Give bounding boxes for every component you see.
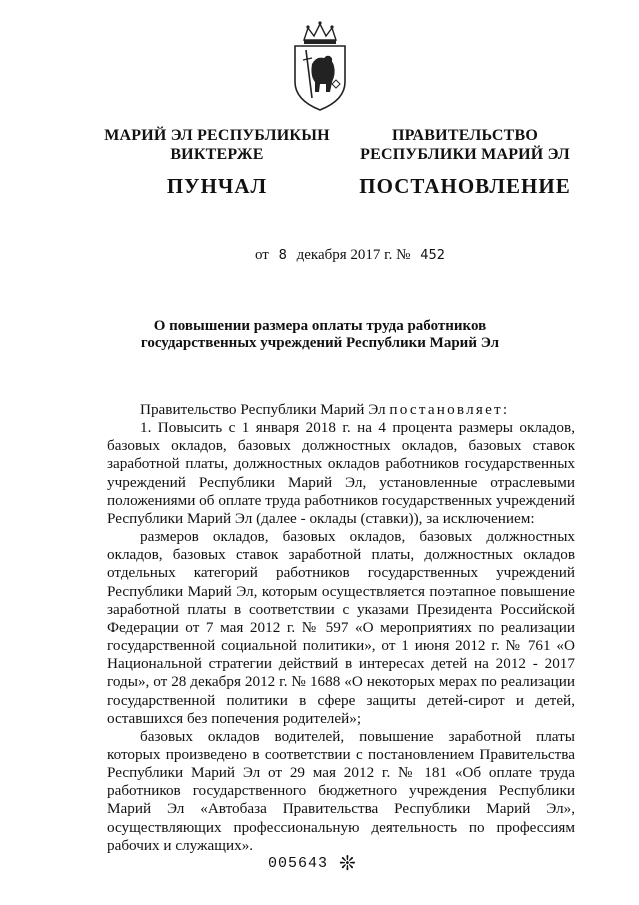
paragraph-1: 1. Повысить с 1 января 2018 г. на 4 процента размеры окладов, базовых окладов, базовых должностных окладов, базовых ставок заработной платы, должностных окладов работников государственных учреждений Республики Марий Эл, установленные отраслевыми положениями об оплате труда работников государственных учреждений Республики Марий Эл (далее - оклады (ставки)), за исключением: — [107, 419, 575, 527]
date-line — [255, 247, 451, 264]
header-right-line2: РЕСПУБЛИКИ МАРИЙ ЭЛ — [360, 146, 570, 163]
coat-of-arms-icon — [292, 20, 348, 112]
header-right — [355, 126, 575, 164]
intro-paragraph — [107, 401, 575, 419]
header-left-line2: ВИКТЕРЖЕ — [170, 146, 264, 163]
date-month-year: декабря 2017 г. № — [296, 247, 411, 263]
paragraph-3: базовых окладов водителей, повышение заработной платы которых произведено в соответствии с постановлением Правительства Республики Марий Эл от 29 мая 2012 г. № 181 «Об оплате труда работников государственного бюджетного учреждения Республики Марий Эл «Автобаза Правительства Республики Марий Эл», осуществляющих профессиональную деятельность по профессиям рабочих и служащих». — [107, 727, 575, 854]
header-left-line1: МАРИЙ ЭЛ РЕСПУБЛИКЫН — [104, 127, 330, 144]
intro-decree: постановляет: — [389, 401, 510, 418]
title-line1: О повышении размера оплаты труда работников — [153, 318, 487, 334]
doc-type-mari: ПУНЧАЛ — [166, 174, 268, 198]
date-day: 8 — [278, 248, 287, 263]
doc-type-russian: ПОСТАНОВЛЕНИЕ — [359, 174, 571, 198]
paragraph-2: размеров окладов, базовых окладов, базовых должностных окладов, базовых ставок заработной платы, должностных окладов отдельных категорий работников государственных учреждений Республики Марий Эл, которым осуществляется поэтапное повышение заработной платы в соответствии с указами Президента Российской Федерации от 7 мая 2012 г. № 597 «О мероприятиях по реализации государственной социальной политики», от 1 июня 2012 г. № 761 «О Национальной стратегии действий в интересах детей на 2012 - 2017 годы», от 28 декабря 2012 г. № 1688 «О некоторых мерах по реализации государственной политики в сфере защиты детей-сирот и детей, оставшихся без попечения родителей»; — [107, 528, 575, 727]
intro-lead: Правительство Республики Марий Эл — [140, 401, 386, 418]
asterisk-mark: ❊ — [339, 851, 356, 875]
header-left — [92, 126, 342, 164]
header-right-line1: ПРАВИТЕЛЬСТВО — [391, 127, 539, 144]
document-body — [107, 401, 575, 855]
date-prefix: от — [255, 247, 269, 263]
title-line2: государственных учреждений Республики Марий Эл — [140, 335, 500, 351]
document-title — [100, 318, 540, 352]
serial-number: 005643 — [268, 855, 329, 872]
document-number: 452 — [420, 248, 446, 263]
